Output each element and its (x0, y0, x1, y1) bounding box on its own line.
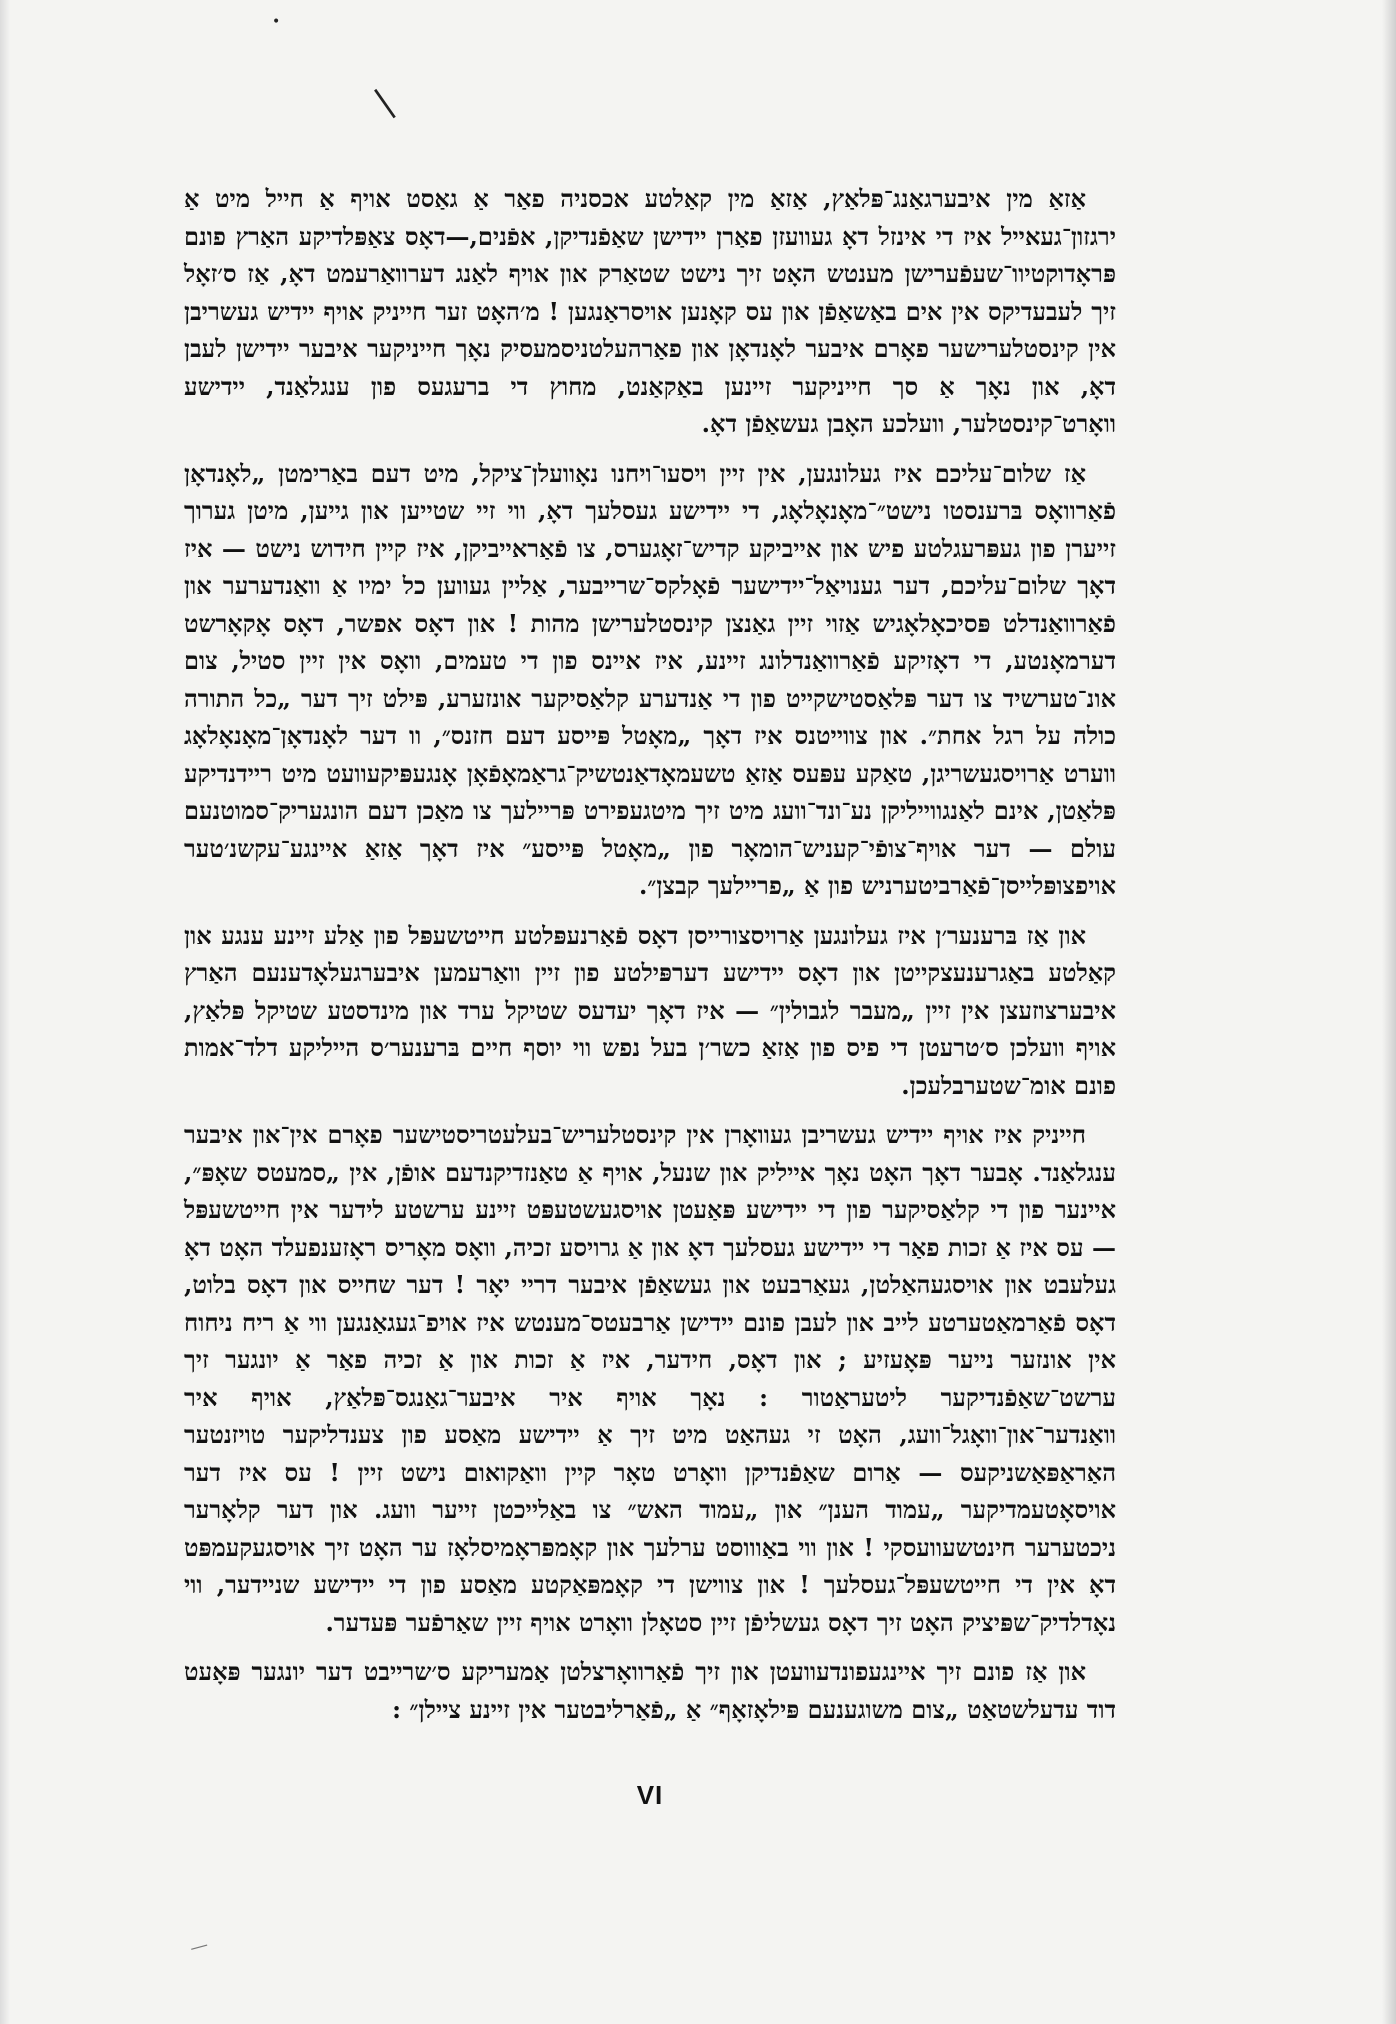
page-edge-right (1382, 0, 1396, 2024)
paragraph-4: חייניק איז אויף יידיש געשריבן געוואָרן אין קינסטלעריש־בעלעטריסטישער פאָרם אין־און איבער ענגלאַנד. אָבער דאָך האָט נאָך אייליק און שנעל, אויף אַ טאַנזדיקנדעם אופֿן, אין „סמעטס שאָפּ״, איינער פון די קלאַסיקער פון די יידישע פּאַעטן אויסגעשטעפּט זיינע ערשטע לידער אין חייטשעפּל — עס איז אַ זכות פאַר די יידישע געסלעך דאָ און אַ גרויסע זכיה, וואָס מאָריס ראָזענפעלד האָט דאָ געלעבט און אויסגעהאַלטן, געאַרבעט און געשאַפֿן איבער דריי יאָר ! דער שחייס און דאָס בלוט, דאָס פֿאַרמאַטערטע לייב און לעבן פונם יידישן אַרבעטס־מענטש איז אויפ־געגאַנגען ווי אַ ריח ניחוח אין אונזער נייער פּאָעזיע ; און דאָס, חידער, איז אַ זכות און אַ זכיה פאַר אַ יונגער זיך ערשט־שאַפֿנדיקער ליטעראַטור : נאָך אויף איר איבער־גאַנגס־פּלאַץ, אויף איר וואַנדער־און־וואָגל־וועג, האָט זי געהאַט מיט זיך אַ יידישע מאַסע פון צענדליקער טויזנטער האַראַפּאַשניקעס — אַרום שאַפֿנדיקן וואָרט טאָר קיין וואַקואום נישט זיין ! עס איז דער אויסאָטעמדיקער „עמוד הענן״ און „עמוד האש״ צו באַלייכטן זייער וועג. און דער קלאָרער ניכטערער חינטשעוועסקי ! און ווי באַוווסט ערלעך און קאָמפּראָמיסלאָז ער האָט זיך אויסגעקעמפּט דאָ אין די חייטשעפּל־געסלעך ! און צווישן די קאָמפּאַקטע מאַסע פון די יידישע שניידער, ווי נאָדלדיק־שפּיציק האָט זיך דאָס געשליפֿן זיין סטאָלן וואָרט אויף זיין שאַרפֿער פּעדער. (184, 1120, 1116, 1637)
paragraph-2: אַז שלום־עליכם איז געלונגען, אין זיין ויסעו־ויחנו נאָוועלן־ציקל, מיט דעם באַרימטן „לאָנדאָן פֿאַרוואָס בּרענסטו נישט״־מאָנאָלאָג, די יידישע געסלעך דאָ, ווי זיי שטייען און גייען, מיטן גערוך זייערן פון געפּרעגלטע פיש און אייביקע קדיש־זאָגערס, צו פֿאַראייביקן, איז קיין חידוש נישט — איז דאָך שלום־עליכם, דער גענויאַל־יידישער פֿאָלקס־שרייבער, אַליין געווען כל ימיו אַ וואַנדערער און פֿאַרוואַנדלט פּסיכאָלאָגיש אַזוי זיין גאַנצן קינסטלערישן מהות ! און דאָס אפשר, דאָס אָקאָרשט דערמאָנטע, די דאָזיקע פֿאַרוואַנדלונג זיינע, איז איינס פון די טעמים, וואָס אין זיין סטיל, צום אונ־טערשיד צו דער פּלאַסטישקייט פון די אַנדערע קלאַסיקער אונזערע, פּילט זיך דער „כל התורה כולה על רגל אחת״. און צווייטנס איז דאָך „מאָטל פּייסע דעם חזנס״, וו דער לאָנדאָן־מאָנאָלאָג ווערט אַרויסגעשריגן, טאַקע עפּעס אַזאַ טשעמאָדאַנטשיק־גראַמאָפֿאָן אָנגעפּיקעוועט מיט ריידנדיקע פּלאַטן, אינם לאַנגווייליקן נע־ונד־וועג מיט זיך מיטגעפירט פּריילעך צו מאַכן דעם הונגעריק־סמוטנעם עולם — דער אויף־צופֿי־קעניש־הומאָר פון „מאָטל פּייסע״ איז דאָך אַזאַ איינגע־עקשנ׳טער אויפצופּלייסן־פֿאַרביטערניש פון אַ „פריילעך קבצן״. (184, 458, 1116, 900)
body-text (184, 180, 1116, 1740)
scan-pen-mark: | (367, 82, 400, 122)
page-number: VI (636, 1780, 664, 1810)
scan-dot-mark: • (272, 14, 281, 30)
paragraph-1: אַזאַ מין איבערגאַנג־פּלאַץ, אַזאַ מין קאַלטע אכסניה פאַר אַ גאַסט אויף אַ חייל מיט אַ ירגזון־געאייל איז די אינזל דאָ געוועזן פאַרן יידישן שאַפֿנדיקן, אפֿנים,—דאָס צאַפּלדיקע האַרץ פונם פּראָדוקטיוו־שעפֿערישן מענטש האָט זיך נישט שטאַרק און אויף לאַנג דערוואַרעמט דאָ, אַז ס׳זאָל זיך לעבעדיקס אין אים באַשאַפֿן און עס קאָנען אויסראַנגען ! מ׳האָט זער חייניק אויף יידיש געשריבן אין קינסטלערישער פאָרם איבער לאָנדאָן און פאַרהעלטניסמעסיק נאָך חייניקער איבער יידישן לעבן דאָ, און נאָך אַ סך חייניקער זיינען באַקאַנט, מחוץ די ברעגעס פון ענגלאַנד, יידישע וואָרט־קינסטלער, וועלכע האָבן געשאַפֿן דאָ. (184, 184, 1116, 438)
paragraph-3: און אַז בּרענער׳ן איז געלונגען אַרויסצורייסן דאָס פֿאַרנעפּלטע חייטשעפּל פון אַלע זיינע ענגע און קאַלטע באַגרענעצקייטן און דאָס יידישע דערפּילטע פון זיין וואַרעמען איבערגעלאָדענעם האַרץ איבערצוזעצן אין זיין „מעבר לגבולין״ — איז דאָך יעדעס שטיקל ערד און מינדסטע שטיקל פּלאַץ, אויף וועלכן ס׳טרעטן די פיס פון אַזאַ כשר׳ן בעל נפש ווי יוסף חיים בּרענער׳ס הייליקע דלד־אמות פונם אומ־שטערבלעכן. (184, 920, 1116, 1100)
paragraph-5: און אַז פונם זיך איינגעפונדעוועטן און זיך פֿאַרוואָרצלטן אַמעריקע ס׳שרייבט דער יונגער פּאָעט דוד עדעלשטאַט „צום משוגענעם פּילאָזאָף״ אַ „פֿאַרליבטער אין זיינע ציילן״ : (184, 1657, 1116, 1724)
page-edge-left (0, 0, 10, 2024)
scan-smudge-mark: — (187, 1934, 211, 1959)
